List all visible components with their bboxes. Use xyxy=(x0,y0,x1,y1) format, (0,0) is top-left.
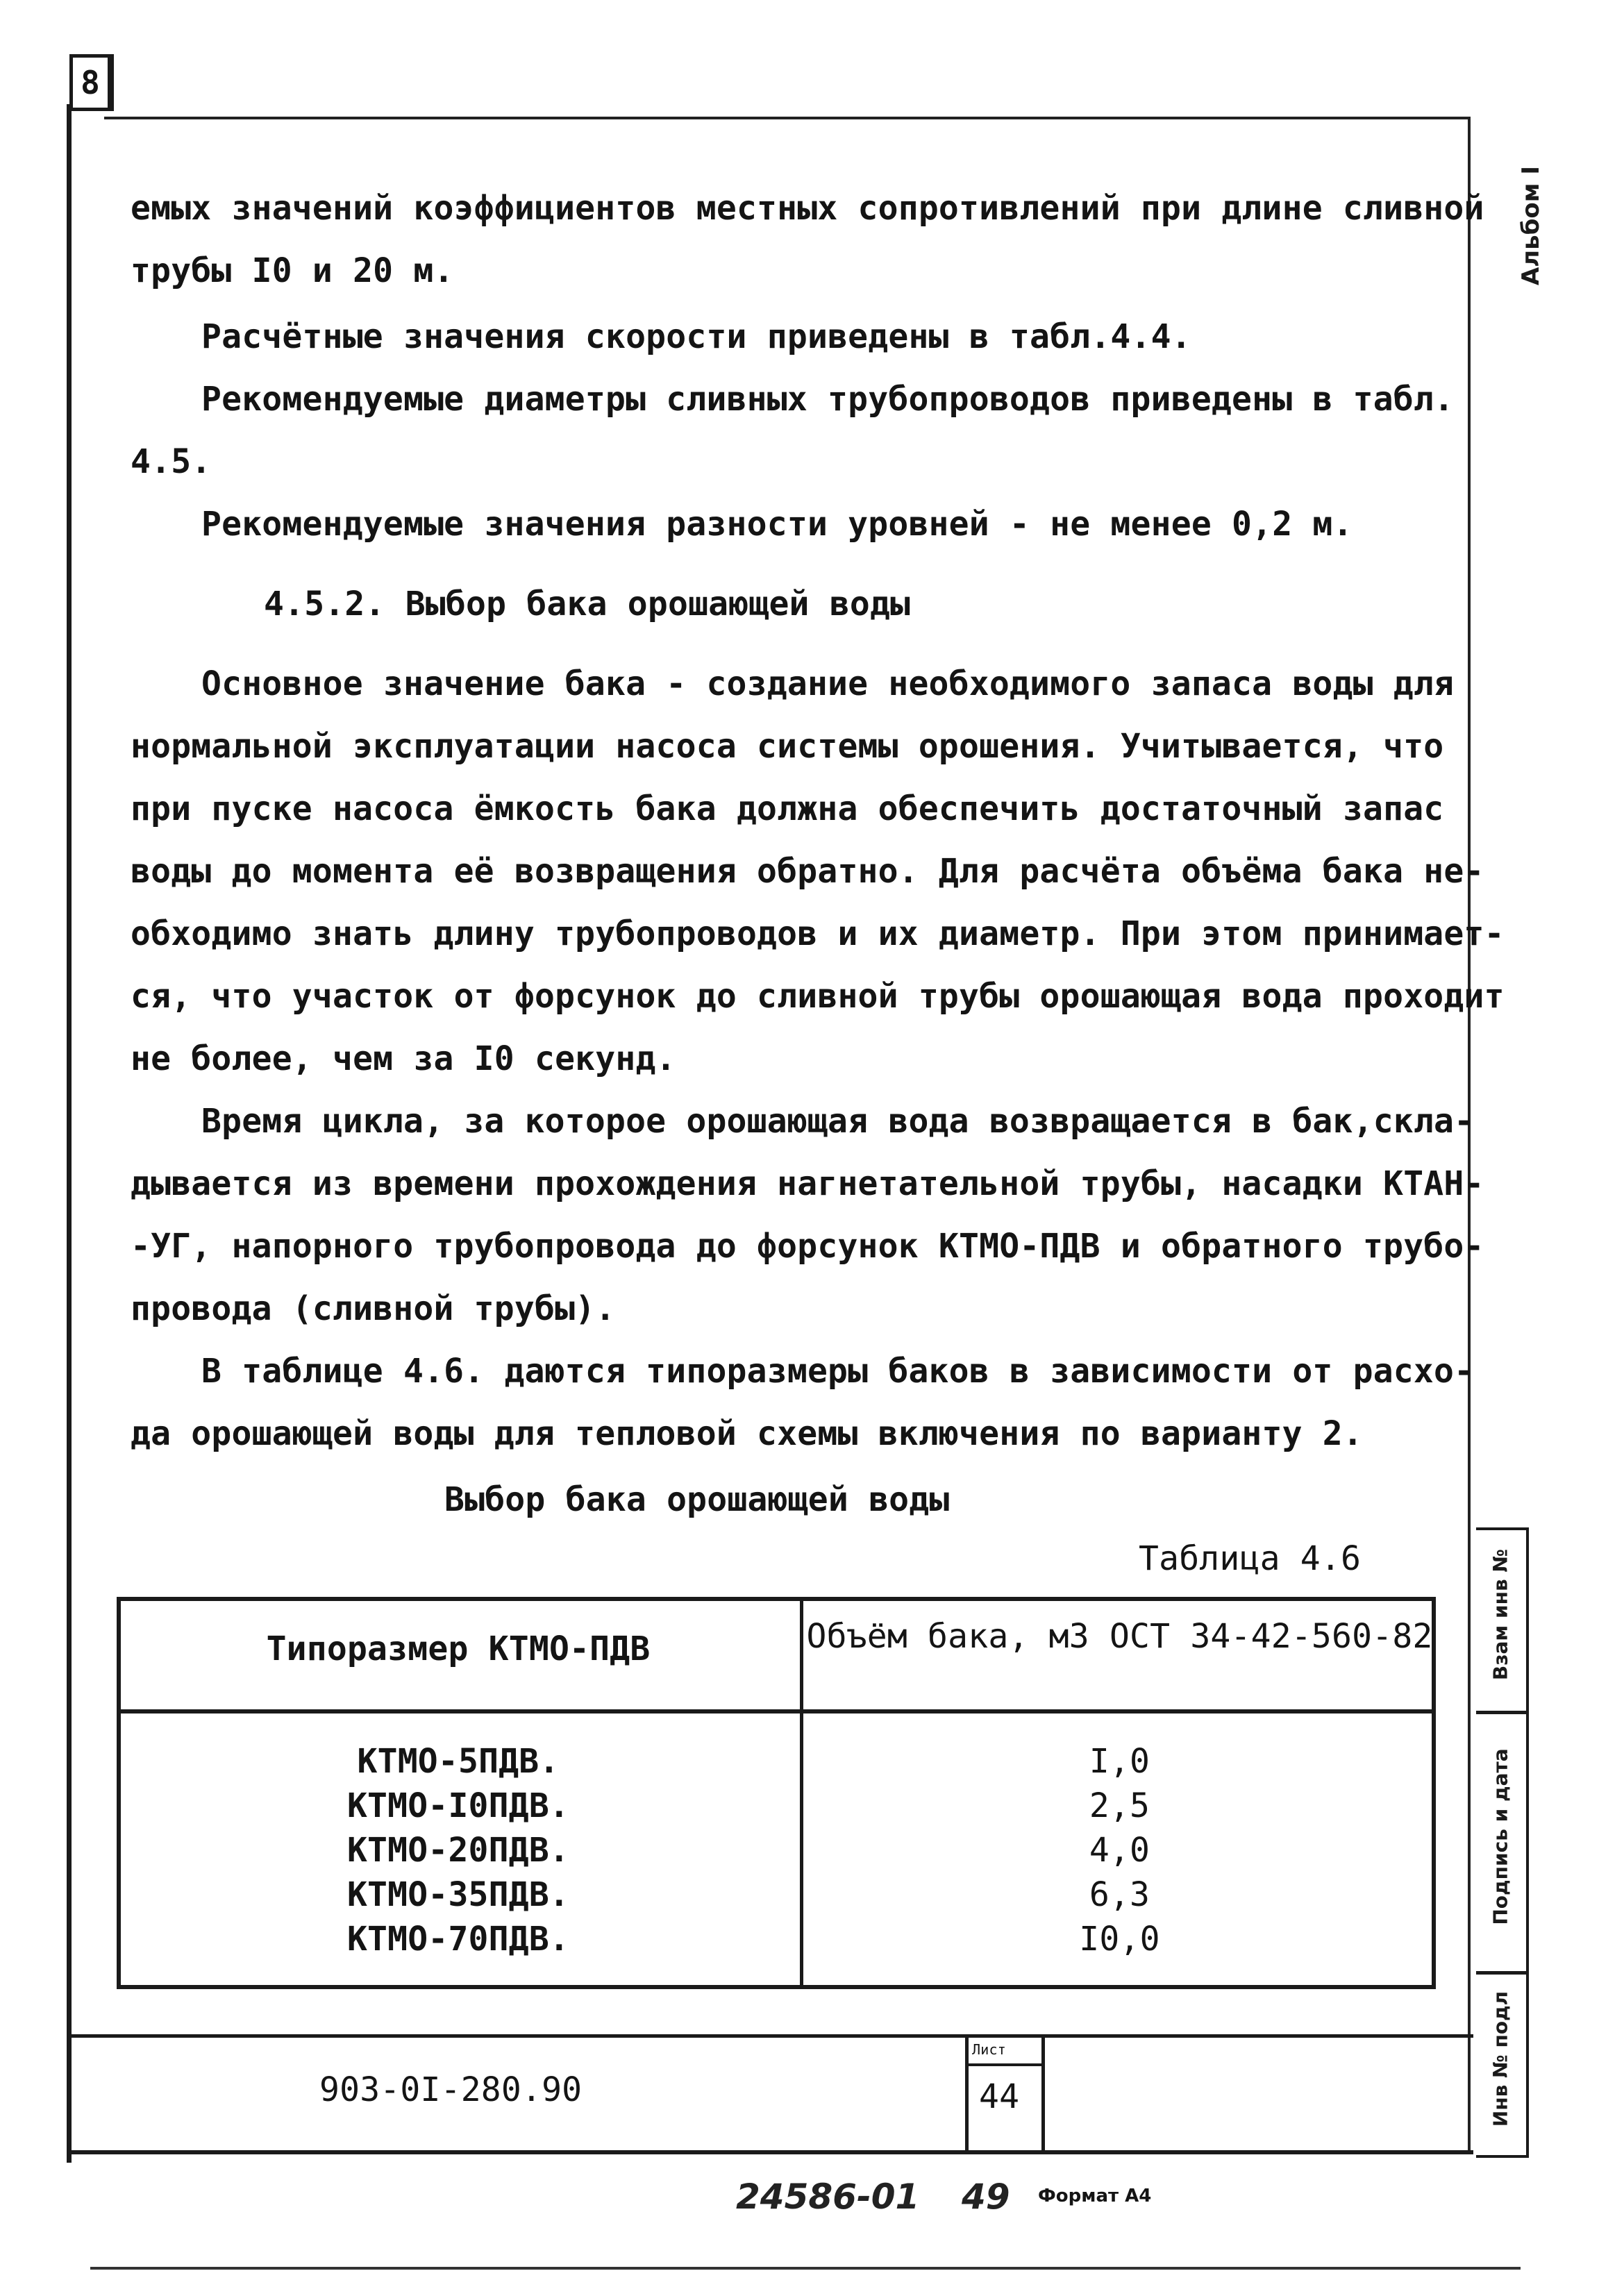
table-cell-volume: 2,5 xyxy=(1089,1786,1150,1825)
table-title: Выбор бака орошающей воды xyxy=(444,1480,950,1519)
table-cell-type: КТМО-35ПДВ. xyxy=(346,1875,570,1914)
table-cell-type: КТМО-20ПДВ. xyxy=(346,1831,570,1870)
table-cell-volume: I0,0 xyxy=(1079,1920,1160,1959)
table-header-divider xyxy=(117,1709,1436,1713)
title-block-divider xyxy=(1041,2034,1045,2152)
body-line: Основное значение бака - создание необходимого запаса воды для xyxy=(201,664,1455,703)
table-cell-type: КТМО-I0ПДВ. xyxy=(346,1786,570,1825)
section-heading: 4.5.2. Выбор бака орошающей воды xyxy=(264,585,911,623)
body-line: не более, чем за I0 секунд. xyxy=(131,1039,676,1078)
body-line: Расчётные значения скорости приведены в табл.4.4. xyxy=(201,317,1191,356)
side-label-original-inv: Инв № подл xyxy=(1489,1991,1512,2127)
body-line: Время цикла, за которое орошающая вода возвращается в бак,скла- xyxy=(201,1102,1475,1141)
side-label-album: Альбом I xyxy=(1517,165,1545,286)
body-line: обходимо знать длину трубопроводов и их диаметр. При этом принимает- xyxy=(131,914,1505,953)
title-block-top-line xyxy=(67,2034,1473,2038)
body-line: воды до момента её возвращения обратно. Для расчёта объёма бака не- xyxy=(131,852,1484,891)
table-header-volume: Объём бака, м3 ОСТ 34-42-560-82 xyxy=(806,1617,1433,1656)
body-line: провода (сливной трубы). xyxy=(131,1289,616,1328)
document-code: 903-0I-280.90 xyxy=(319,2070,583,2109)
frame-left-border xyxy=(67,104,72,2163)
frame-top-border xyxy=(104,117,1468,119)
body-line: Рекомендуемые значения разности уровней - не менее 0,2 м. xyxy=(201,505,1353,544)
table-cell-type: КТМО-70ПДВ. xyxy=(346,1920,570,1959)
handwritten-number: 49 xyxy=(962,2177,1010,2217)
side-label-replacement-inv: Взам инв № xyxy=(1489,1548,1512,1681)
handwritten-archive-code: 24586-01 xyxy=(736,2177,920,2217)
title-block-divider xyxy=(965,2034,969,2152)
body-line: -УГ, напорного трубопровода до форсунок КТМО-ПДВ и обратного трубо- xyxy=(131,1227,1484,1266)
body-line: да орошающей воды для тепловой схемы включения по варианту 2. xyxy=(131,1414,1364,1453)
table-cell-type: КТМО-5ПДВ. xyxy=(357,1742,560,1781)
format-label: Формат А4 xyxy=(1038,2186,1152,2206)
body-line: Рекомендуемые диаметры сливных трубопроводов приведены в табл. xyxy=(201,380,1455,419)
table-cell-volume: 4,0 xyxy=(1089,1831,1150,1870)
table-caption: Таблица 4.6 xyxy=(1139,1539,1362,1578)
side-box-signature-date xyxy=(1476,1711,1529,1974)
title-block-sheet-divider xyxy=(965,2063,1045,2066)
body-line: емых значений коэффициентов местных сопротивлений при длине сливной xyxy=(131,189,1484,228)
body-line: 4.5. xyxy=(131,442,212,481)
side-box-original-inv xyxy=(1476,1972,1529,2158)
page-number: 8 xyxy=(69,54,114,111)
body-line: ся, что участок от форсунок до сливной трубы орошающая вода проходит xyxy=(131,977,1505,1016)
side-box-replacement-inv xyxy=(1476,1527,1529,1713)
body-line: нормальной эксплуатации насоса системы орошения. Учитывается, что xyxy=(131,727,1444,766)
sheet-number: 44 xyxy=(979,2077,1020,2116)
body-line: при пуске насоса ёмкость бака должна обеспечить достаточный запас xyxy=(131,789,1444,828)
body-line: трубы I0 и 20 м. xyxy=(131,251,454,290)
table-cell-volume: I,0 xyxy=(1089,1742,1150,1781)
bottom-rule xyxy=(90,2267,1521,2270)
sheet-label: Лист xyxy=(972,2041,1006,2058)
table-header-type: Типоразмер КТМО-ПДВ xyxy=(266,1629,651,1668)
body-line: дывается из времени прохождения нагнетательной трубы, насадки КТАН- xyxy=(131,1164,1484,1203)
frame-bottom-border xyxy=(67,2150,1473,2154)
side-label-signature-date: Подпись и дата xyxy=(1489,1748,1512,1925)
body-line: В таблице 4.6. даются типоразмеры баков в зависимости от расхо- xyxy=(201,1352,1475,1391)
table-cell-volume: 6,3 xyxy=(1089,1875,1150,1914)
